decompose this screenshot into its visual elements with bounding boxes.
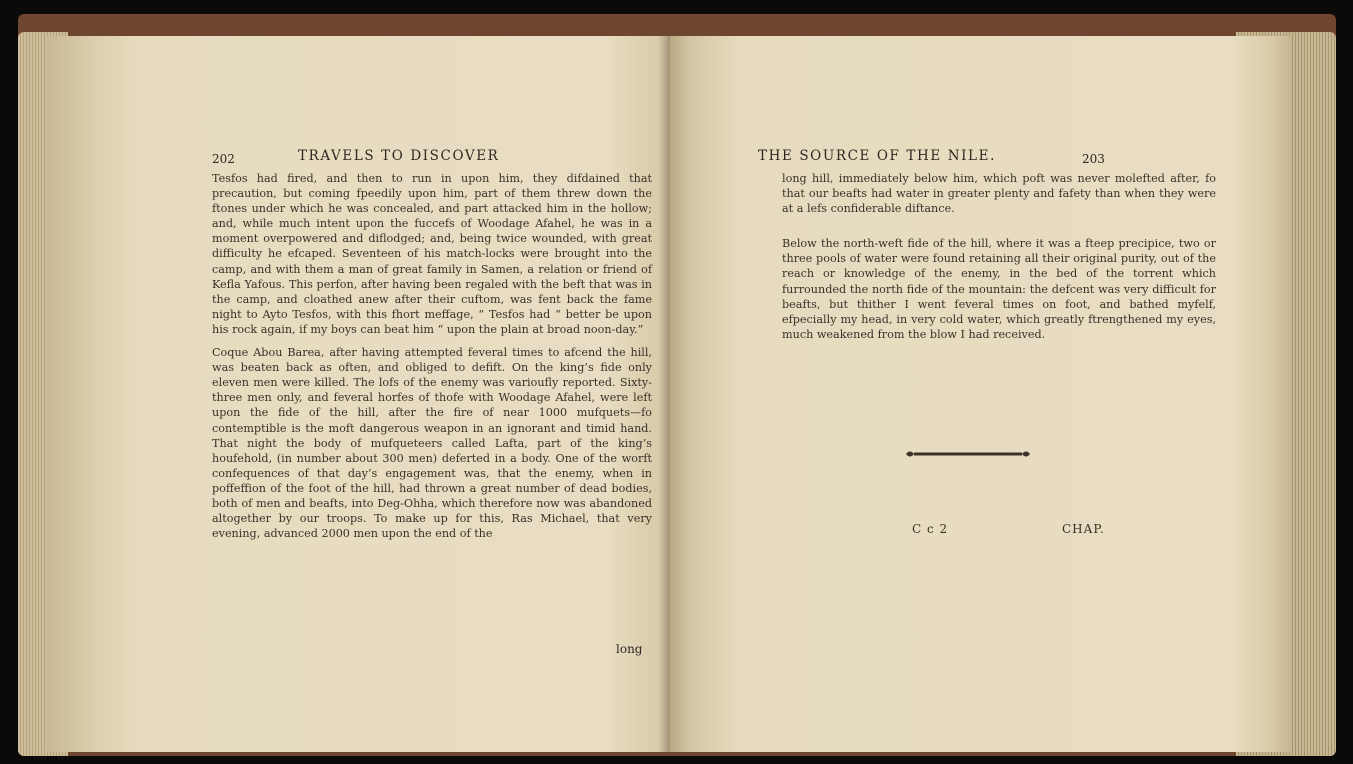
book-spread <box>18 14 1336 756</box>
left-paragraph-1: Tesfos had fired, and then to run in upon him, they difdained that precaution, but coming fpeedily upon him, part of them threw down the ftones under which he was concealed, and part attacked him in the hollow; and, while much intent upon the fuccefs of Woodage Afahel, he was in a moment overpowered and diflodged; and, being twice wounded, with great difficulty he efcaped. Seventeen of his match-locks were brought into the camp, and with them a man of great family in Samen, a relation or friend of Kefla Yafous. This perfon, after having been regaled with the beft that was in the camp, and cloathed anew after their cuftom, was fent back the fame night to Ayto Tesfos, with this fhort meffage, “ Tesfos had “ better be upon his rock again, if my boys can beat him “ upon the plain at broad noon-day.” <box>212 172 652 336</box>
decorative-rule-icon <box>904 448 1034 460</box>
catchword-right: CHAP. <box>1062 522 1105 536</box>
running-head-right: THE SOURCE OF THE NILE. <box>758 148 996 164</box>
left-text-block <box>212 171 652 541</box>
left-paragraph-2: Coque Abou Barea, after having attempted feveral times to afcend the hill, was beaten back as often, and obliged to defift. On the king’s fide only eleven men were killed. The lofs of the enemy was varioufly reported. Sixty-three men only, and feveral horfes of thofe with Woodage Afahel, were left upon the fide of the hill, after the fire of near 1000 mufquets—fo contemptible is the moft dangerous weapon in an ignorant and timid hand. That night the body of mufqueteers called Lafta, part of the king’s houfehold, (in number about 300 men) deferted in a body. One of the worft confequences of that day’s engagement was, that the enemy, when in poffeffion of the foot of the hill, had thrown a great number of dead bodies, both of men and beafts, into Deg-Ohha, which therefore now was abandoned altogether by our troops. To make up for this, Ras Michael, that very evening, advanced 2000 men upon the end of the <box>212 346 652 541</box>
signature-mark: C c 2 <box>912 522 949 536</box>
page-number-left: 202 <box>212 152 235 166</box>
page-number-right: 203 <box>1082 152 1105 166</box>
left-page <box>46 36 682 752</box>
right-paragraph-2: Below the north-weft fide of the hill, where it was a fteep precipice, two or three pools of water were found retaining all their original purity, out of the reach or knowledge of the enemy, in the bed of the torrent which furrounded the north fide of the mountain: the defcent was very difficult for beafts, but thither I went feveral times on foot, and bathed myfelf, efpecially my head, in very cold water, which greatly ftrengthened my eyes, much weakened from the blow I had received. <box>782 237 1216 341</box>
right-page <box>670 36 1292 752</box>
catchword-left: long <box>616 642 643 656</box>
right-paragraph-1: long hill, immediately below him, which poft was never molefted after, fo that our beafts had water in greater plenty and fafety than when they were at a lefs confiderable diftance. <box>782 172 1216 216</box>
running-head-left: TRAVELS TO DISCOVER <box>298 148 500 164</box>
right-text-block <box>782 171 1216 342</box>
